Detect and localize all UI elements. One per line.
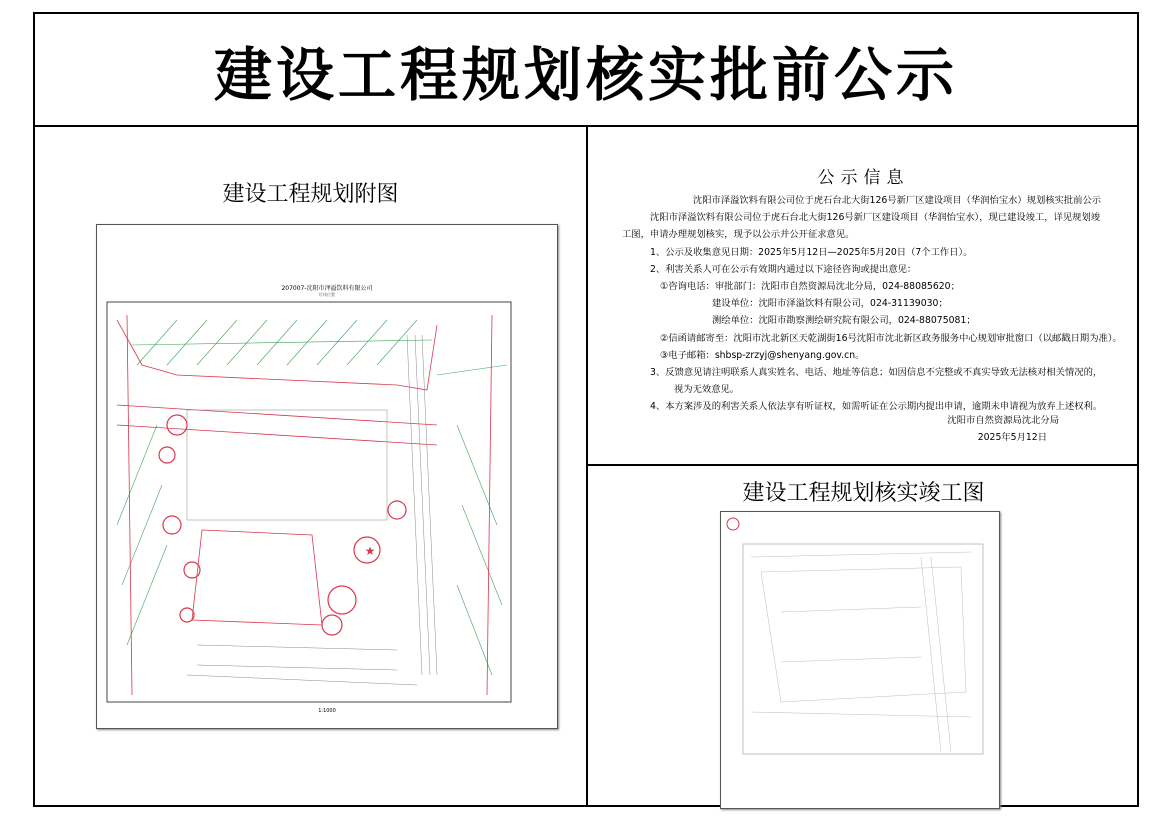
notice-board	[33, 12, 1139, 807]
notice-line: 沈阳市泽溢饮料有限公司位于虎石台北大街126号新厂区建设项目（华润怡宝水）规划核实批前公示	[692, 195, 1102, 206]
site-plan-drawing	[97, 225, 559, 730]
notice-line: 4、本方案涉及的利害关系人依法享有听证权，如需听证在公示期内提出申请，逾期未申请视为放弃上述权利。	[650, 401, 1103, 413]
notice-line: 测绘单位：沈阳市勘察测绘研究院有限公司，024-88075081；	[712, 315, 976, 327]
issuing-authority: 沈阳市自然资源局沈北分局	[947, 415, 1059, 426]
map-title: 207007-沈阳市泽溢饮料有限公司	[281, 285, 373, 292]
notice-text	[622, 192, 1122, 416]
completion-drawing-panel	[588, 466, 1139, 807]
public-info-panel	[588, 127, 1139, 466]
completion-map	[720, 511, 1000, 809]
svg-text:★: ★	[364, 544, 376, 558]
completion-drawing	[721, 512, 1001, 810]
notice-line: ①咨询电话：审批部门：沈阳市自然资源局沈北分局，024-88085620；	[660, 281, 960, 293]
issue-date: 2025年5月12日	[977, 432, 1047, 443]
page-title: 建设工程规划核实批前公示	[35, 14, 1137, 127]
site-plan-map	[96, 224, 558, 729]
attachment-heading: 建设工程规划附图	[222, 182, 399, 207]
notice-line: 3、反馈意见请注明联系人真实姓名、电话、地址等信息；如因信息不完整或不真实导致无法核对相关情况的，	[650, 367, 1103, 379]
signature-block	[947, 412, 1059, 446]
info-heading: 公示信息	[817, 168, 910, 188]
notice-line: 1、公示及收集意见日期：2025年5月12日—2025年5月20日（7个工作日）。	[650, 246, 973, 258]
notice-line: 建设单位：沈阳市泽溢饮料有限公司，024-31139030；	[712, 298, 948, 310]
planning-attachment-panel	[35, 127, 588, 807]
map-subtitle: 红线位置	[319, 292, 335, 297]
notice-line: 视为无效意见。	[674, 384, 740, 396]
map-scale: 1:1000	[318, 708, 336, 714]
notice-line: 工图，申请办理规划核实，现予以公示并公开征求意见。	[622, 229, 855, 241]
notice-line: 2、利害关系人可在公示有效期内通过以下途径咨询或提出意见：	[650, 263, 917, 275]
notice-line: 沈阳市泽溢饮料有限公司位于虎石台北大街126号新厂区建设项目（华润怡宝水），现已建设竣工，详见规划竣	[650, 212, 1101, 224]
notice-line: ②信函请邮寄至：沈阳市沈北新区天乾湖街16号沈阳市沈北新区政务服务中心规划审批窗口（以邮戳日期为准）。	[660, 332, 1122, 344]
completion-heading: 建设工程规划核实竣工图	[742, 481, 985, 506]
email-line: ③电子邮箱：shbsp-zrzyj@shenyang.gov.cn。	[660, 349, 865, 361]
